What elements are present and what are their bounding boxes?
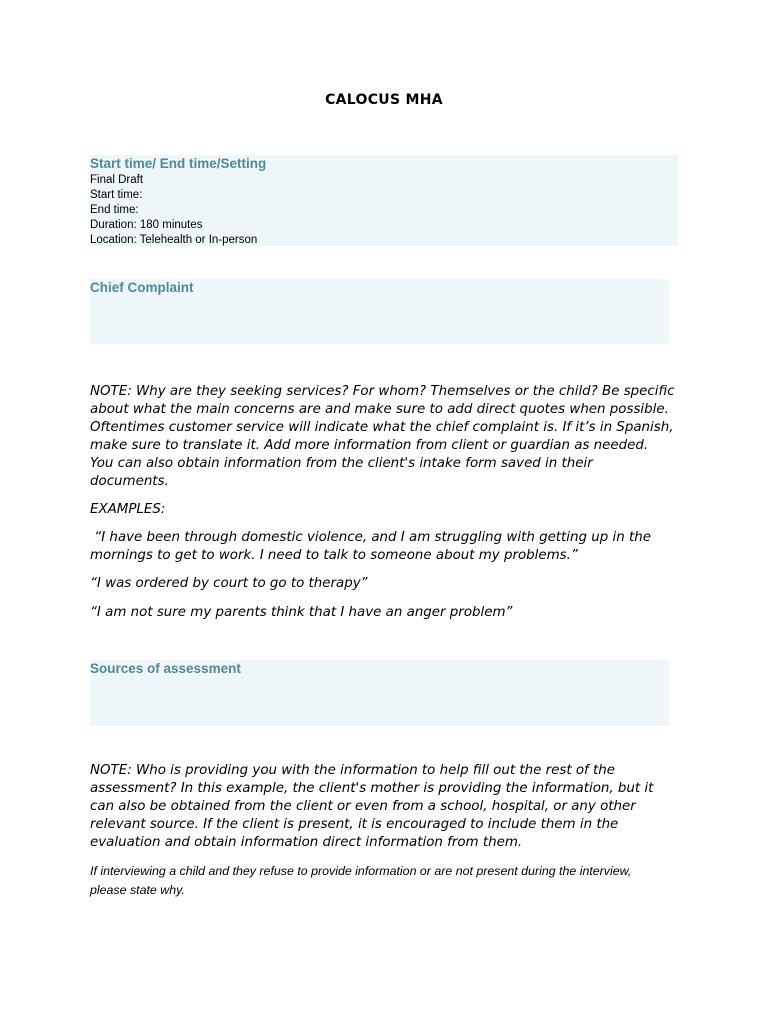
sources-section — [90, 660, 669, 726]
sources-heading: Sources of assessment — [90, 661, 241, 676]
child-refusal-note: If interviewing a child and they refuse to provide information or are not present during the interview, please state why. — [90, 864, 632, 897]
example-quote-1: “I have been through domestic violence, and I am struggling with getting up in the mornings to get to work. I need to talk to someone about my problems.” — [90, 530, 656, 563]
examples-label: EXAMPLES: — [90, 502, 166, 517]
example-quote-3: “I am not sure my parents think that I have an anger problem” — [90, 605, 513, 620]
document-title: CALOCUS MHA — [325, 92, 443, 108]
session-line-draft: Final Draft — [90, 174, 144, 186]
chief-complaint-section — [90, 279, 669, 344]
example-quote-2: “I was ordered by court to go to therapy” — [90, 576, 368, 591]
session-line-end-time: End time: — [90, 204, 139, 216]
chief-complaint-note: NOTE: Why are they seeking services? For whom? Themselves or the child? Be specific about what the main concerns are and make sure to add direct quotes when possible. Oftentimes customer service will indicate what the chief complaint is. If it’s in Spanish, make sure to translate it. Add more information from client or guardian as needed. You can also obtain information from the client's intake form saved in their documents. — [90, 384, 675, 489]
session-info-lines — [90, 173, 257, 248]
sources-note: NOTE: Who is providing you with the information to help fill out the rest of the assessment? In this example, the client's mother is providing the information, but it can also be obtained from the client or even from a school, hospital, or any other relevant source. If the client is present, it is encouraged to include them in the evaluation and obtain information direct information from them. — [90, 763, 654, 850]
session-line-duration: Duration: 180 minutes — [90, 219, 203, 231]
session-line-location: Location: Telehealth or In-person — [90, 234, 258, 246]
session-line-start-time: Start time: — [90, 189, 143, 201]
chief-complaint-heading: Chief Complaint — [90, 280, 194, 295]
session-info-heading: Start time/ End time/Setting — [90, 156, 267, 171]
session-info-section — [90, 155, 678, 246]
